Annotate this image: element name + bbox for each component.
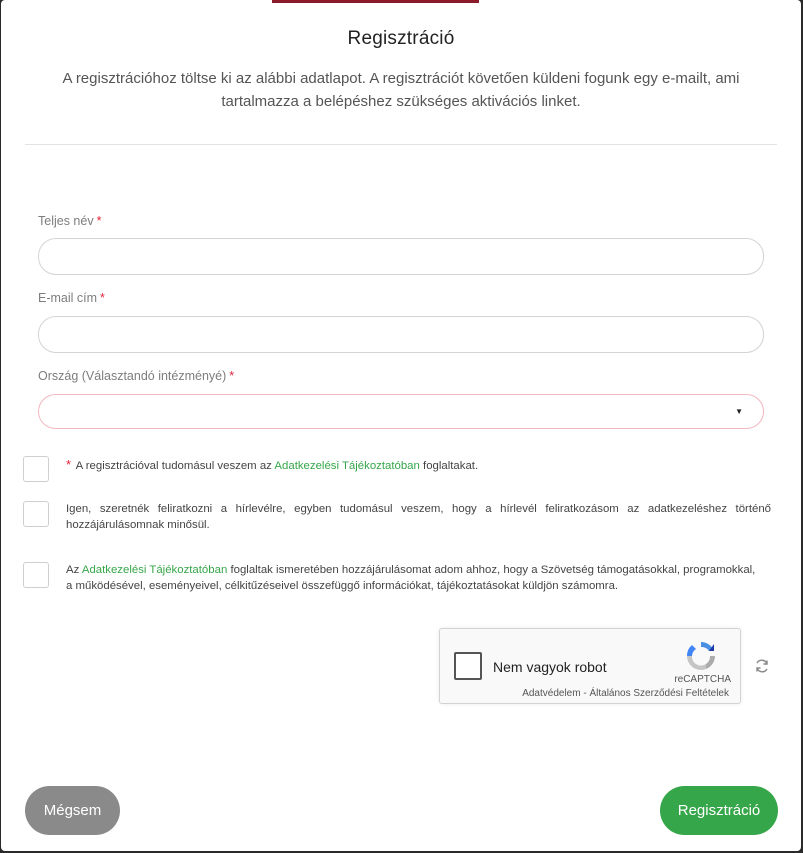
- privacy-consent-prefix: A regisztrációval tudomásul veszem az: [75, 460, 272, 472]
- recaptcha-checkbox[interactable]: [454, 652, 482, 680]
- recaptcha-logo-icon: [684, 639, 718, 673]
- recaptcha-links: [522, 688, 729, 699]
- recaptcha-terms-link[interactable]: Általános Szerződési Feltételek: [589, 688, 729, 699]
- privacy-policy-link[interactable]: Adatkezelési Tájékoztatóban: [274, 460, 420, 472]
- registration-modal: [1, 0, 801, 851]
- cancel-button[interactable]: Mégsem: [25, 786, 120, 835]
- full-name-label: [38, 214, 101, 228]
- newsletter-consent-text: Igen, szeretnék feliratkozni a hírlevélre, egyben tudomásul veszem, hogy a hírlevél feliratkozásom az adatkezeléshez történő hozzájárulásomnak minősül.: [66, 503, 771, 531]
- email-input[interactable]: [38, 316, 764, 353]
- country-label: [38, 369, 234, 383]
- privacy-consent-checkbox[interactable]: [23, 456, 49, 482]
- chevron-down-icon: ▼: [735, 407, 743, 416]
- recaptcha-privacy-link[interactable]: Adatvédelem: [522, 688, 581, 699]
- required-mark: *: [100, 291, 105, 305]
- email-label-text: E-mail cím: [38, 291, 98, 305]
- country-select[interactable]: [38, 394, 764, 429]
- top-accent-bar: [272, 0, 479, 3]
- full-name-label-text: Teljes név: [38, 214, 94, 228]
- recaptcha-link-separator: -: [583, 688, 587, 699]
- country-label-text: Ország (Választandó intézményé): [38, 369, 227, 383]
- required-mark: *: [229, 369, 235, 383]
- required-mark: *: [66, 457, 72, 472]
- privacy-consent-suffix: foglaltakat.: [423, 460, 479, 472]
- recaptcha-widget: [439, 628, 741, 704]
- info-consent-text: [66, 562, 771, 594]
- info-consent-line1: foglaltak ismeretében hozzájárulásomat adom ahhoz, hogy a Szövetség támogatásokkal, programokkal,: [230, 564, 756, 576]
- intro-text: A regisztrációhoz töltse ki az alábbi adatlapot. A regisztrációt követően küldeni fogunk egy e-mailt, ami tartalmazza a belépéshez szükséges aktivációs linket.: [62, 70, 740, 110]
- full-name-input[interactable]: [38, 238, 764, 275]
- register-button[interactable]: Regisztráció: [660, 786, 778, 835]
- info-consent-checkbox[interactable]: [23, 562, 49, 588]
- privacy-consent-text: [66, 457, 771, 474]
- recaptcha-brand: reCAPTCHA: [674, 674, 731, 685]
- privacy-policy-link[interactable]: Adatkezelési Tájékoztatóban: [81, 564, 228, 576]
- newsletter-checkbox[interactable]: [23, 501, 49, 527]
- page-title: Regisztráció: [347, 28, 455, 49]
- divider: [25, 144, 777, 145]
- required-mark: *: [96, 214, 102, 228]
- email-label: [38, 291, 105, 305]
- info-consent-line2: a működésével, eseményeivel, célkitűzéseivel összefüggő információkat, tájékoztatásokat küldjön számomra.: [66, 580, 619, 592]
- info-consent-prefix: Az: [66, 564, 80, 576]
- refresh-icon[interactable]: [754, 658, 770, 674]
- recaptcha-label: Nem vagyok robot: [493, 659, 607, 675]
